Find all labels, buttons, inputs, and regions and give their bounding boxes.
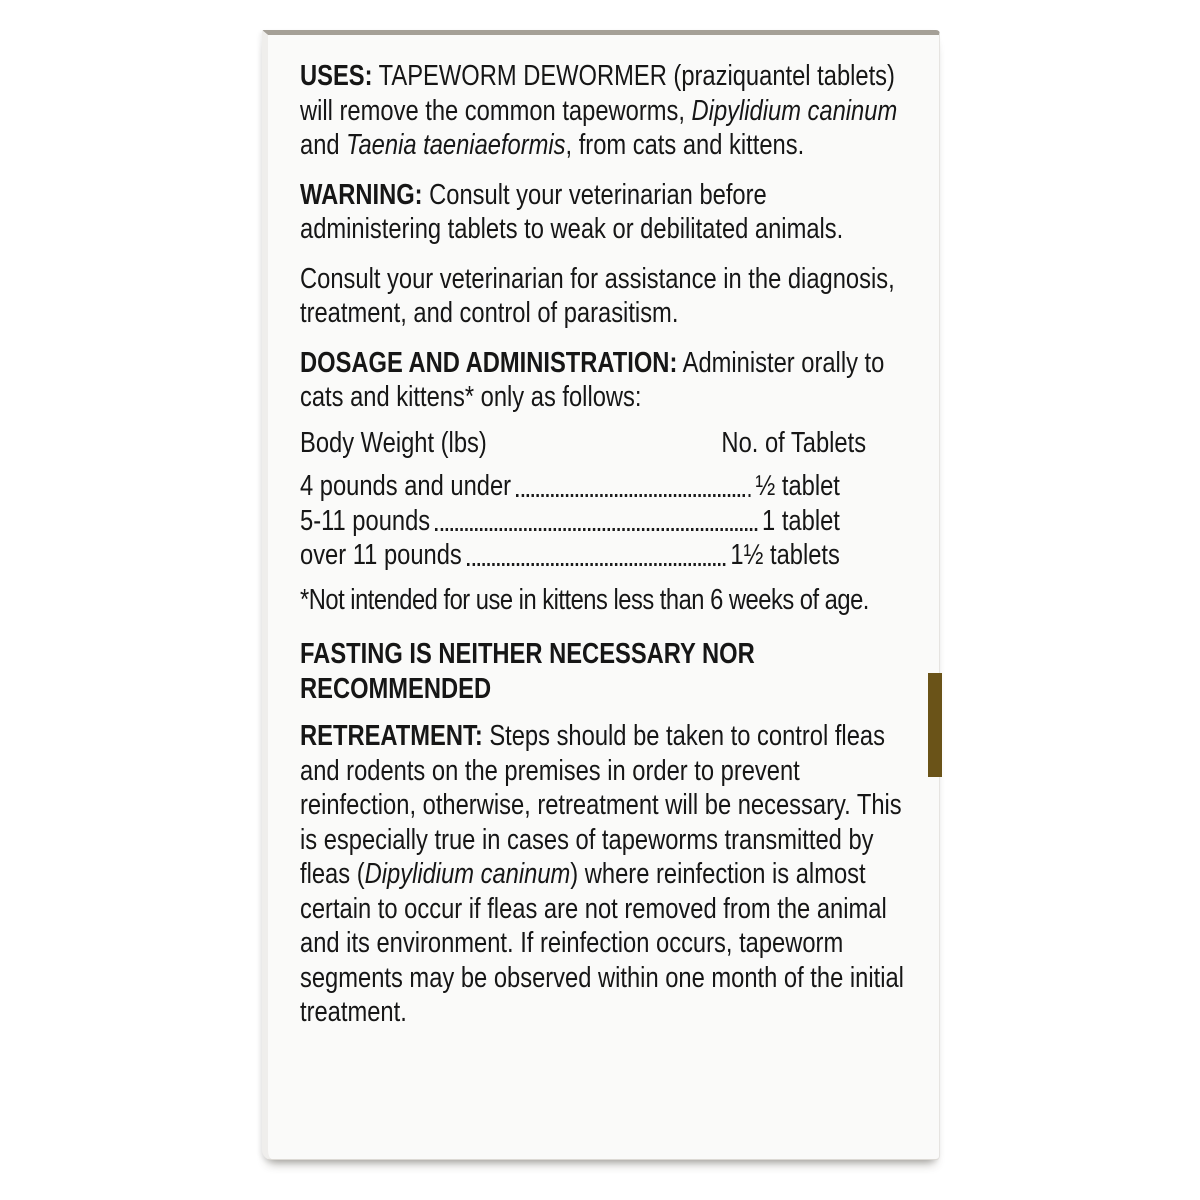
dosage-footnote: *Not intended for use in kittens less than 6 weeks of age. xyxy=(300,583,869,616)
uses-text: TAPEWORM DEWORMER (praziquantel tablets) will remove the common tapeworms, xyxy=(300,60,895,127)
warning-paragraph xyxy=(300,178,905,247)
dosage-table xyxy=(300,469,905,573)
dotted-leader xyxy=(435,528,757,531)
tablets-cell: ½ tablet xyxy=(755,470,840,502)
label-panel xyxy=(262,30,940,1160)
uses-text: , from cats and kittens. xyxy=(565,129,805,161)
weight-cell: 4 pounds and under xyxy=(300,470,512,502)
warning-heading: WARNING: xyxy=(300,178,423,211)
column-header-no-of-tablets: No. of Tablets xyxy=(721,426,867,459)
uses-heading: USES: xyxy=(300,60,373,92)
uses-text: and xyxy=(300,129,347,161)
retreatment-heading: RETREATMENT: xyxy=(300,720,483,752)
dotted-leader xyxy=(467,563,726,566)
tablets-cell: 1 tablet xyxy=(762,504,840,537)
box-edge-tab xyxy=(928,673,942,777)
fasting-heading: FASTING IS NEITHER NECESSARY NOR RECOMMENDED xyxy=(300,638,755,705)
uses-paragraph xyxy=(300,59,905,163)
dosage-paragraph xyxy=(300,346,905,415)
dosage-table-row xyxy=(300,504,905,539)
warning-text: Consult your veterinarian before administering tablets to weak or debilitated animals. xyxy=(300,178,844,245)
dosage-table-header xyxy=(300,426,905,461)
label-text-block xyxy=(300,59,905,1030)
species-name: Taenia taeniaeformis xyxy=(346,129,566,161)
species-name: Dipylidium caninum xyxy=(364,858,571,890)
consult-paragraph xyxy=(300,262,905,331)
tablets-cell: 1½ tablets xyxy=(730,539,840,571)
consult-text: Consult your veterinarian for assistance in the diagnosis, treatment, and control of parasitism. xyxy=(300,262,895,329)
column-header-body-weight: Body Weight (lbs) xyxy=(300,426,487,459)
dosage-table-row xyxy=(300,469,905,504)
dotted-leader xyxy=(516,494,751,497)
weight-cell: over 11 pounds xyxy=(300,539,462,571)
species-name: Dipylidium caninum xyxy=(691,94,898,127)
retreatment-text: ) where reinfection is almost certain to occur if fleas are not removed from the animal and its environment. If reinfection occurs, tapeworm segments may be observed within one month of the initial treatment. xyxy=(300,858,904,1028)
retreatment-paragraph xyxy=(300,719,905,1030)
dosage-text: Administer orally to cats and kittens* only as follows: xyxy=(300,346,885,413)
weight-cell: 5-11 pounds xyxy=(300,504,431,537)
dosage-heading: DOSAGE AND ADMINISTRATION: xyxy=(300,346,678,379)
retreatment-text: Steps should be taken to control fleas and rodents on the premises in order to prevent reinfection, otherwise, retreatment will be necessary. This is especially true in cases of tapeworms transmitted by fleas ( xyxy=(300,720,902,890)
dosage-table-row xyxy=(300,538,905,573)
